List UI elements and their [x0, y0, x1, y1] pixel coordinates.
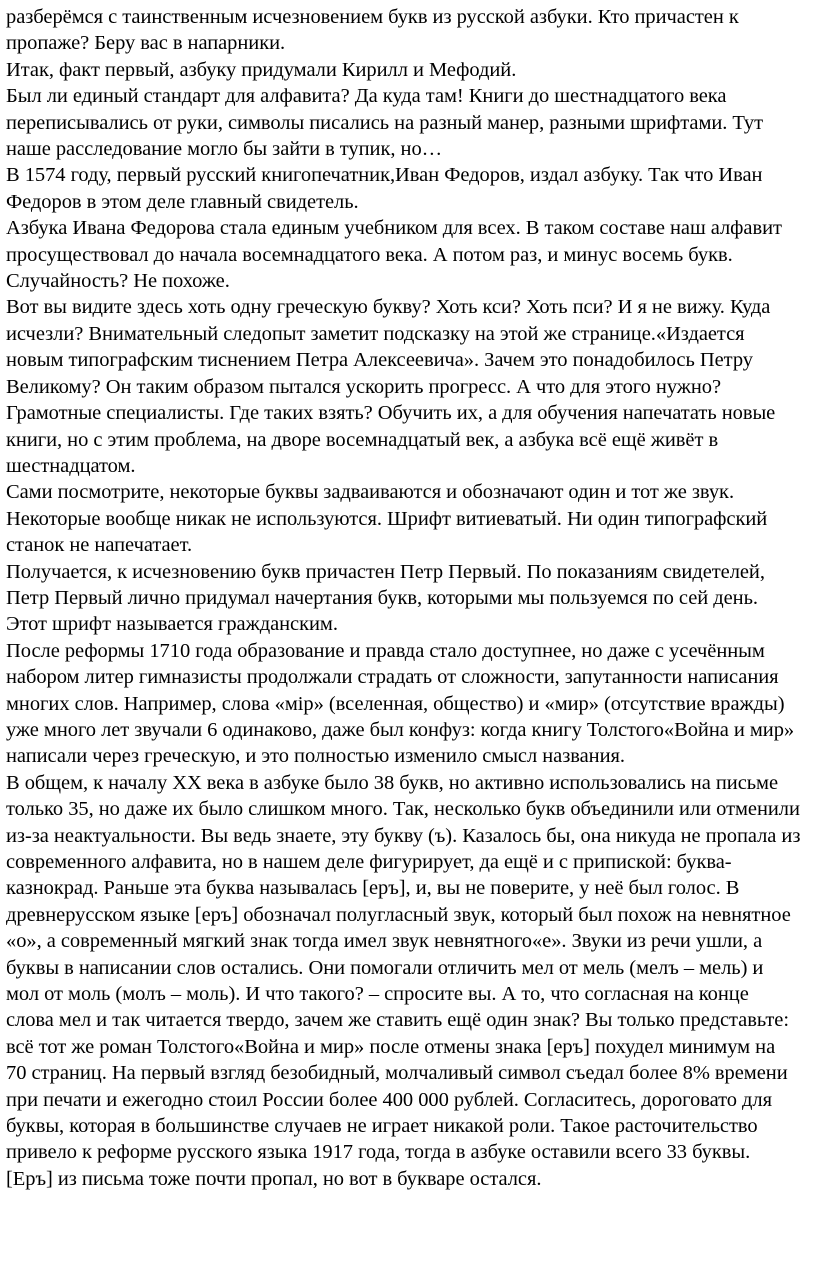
text-line: Петр Первый лично придумал начертания букв, которыми мы пользуемся по сей день. [6, 586, 758, 609]
text-line: Некоторые вообще никак не используются. Шрифт витиеватый. Ни один типографский [6, 507, 768, 530]
text-line: буквы, которая в большинстве случаев не играет никакой роли. Такое расточительство [6, 1115, 758, 1138]
text-line: наше расследование могло бы зайти в тупик, но… [6, 138, 443, 161]
text-line: переписывались от руки, символы писались на разный манер, разными шрифтами. Тут [6, 111, 763, 134]
text-line: из-за неактуальности. Вы ведь знаете, эту букву (ъ). Казалось бы, она никуда не пропала из [6, 824, 801, 847]
document-body [6, 4, 816, 1192]
text-line: просуществовал до начала восемнадцатого века. А потом раз, и минус восемь букв. [6, 243, 733, 266]
text-line: Великому? Он таким образом пытался ускорить прогресс. А что для этого нужно? [6, 375, 722, 398]
text-line: Получается, к исчезновению букв причастен Петр Первый. По показаниям свидетелей, [6, 560, 765, 583]
text-line: при печати и ежегодно стоил России более 400 000 рублей. Согласитесь, дороговато для [6, 1088, 772, 1111]
text-line: Был ли единый стандарт для алфавита? Да куда там! Книги до шестнадцатого века [6, 85, 727, 108]
paragraph [6, 294, 816, 479]
paragraph [6, 479, 816, 558]
text-line: Грамотные специалисты. Где таких взять? Обучить их, а для обучения напечатать новые [6, 402, 776, 425]
text-line: казнокрад. Раньше эта буква называлась [еръ], и, вы не поверите, у неё был голос. В [6, 877, 740, 900]
text-line: Азбука Ивана Федорова стала единым учебником для всех. В таком составе наш алфавит [6, 217, 782, 240]
text-line: Вот вы видите здесь хоть одну греческую букву? Хоть кси? Хоть пси? И я не вижу. Куда [6, 296, 771, 319]
text-line: Итак, факт первый, азбуку придумали Кирилл и Мефодий. [6, 58, 517, 81]
paragraph [6, 215, 816, 294]
text-line: всё тот же роман Толстого«Война и мир» после отмены знака [еръ] похудел минимум на [6, 1035, 776, 1058]
text-line: буквы в написании слов остались. Они помогали отличить мел от мель (мелъ – мель) и [6, 956, 764, 979]
text-line: новым типографским тиснением Петра Алексеевича». Зачем это понадобилось Петру [6, 349, 753, 372]
text-line: Этот шрифт называется гражданским. [6, 613, 338, 636]
paragraph [6, 4, 816, 57]
text-line: написали через греческую, и это полностью изменило смысл названия. [6, 745, 625, 768]
paragraph [6, 638, 816, 770]
text-line: многих слов. Например, слова «мiр» (вселенная, общество) и «мир» (отсутствие вражды) [6, 692, 785, 715]
paragraph [6, 57, 816, 83]
text-line: исчезли? Внимательный следопыт заметит подсказку на этой же странице.«Издается [6, 322, 745, 345]
text-line: слова мел и так читается твердо, зачем же ставить ещё один знак? Вы только представьте: [6, 1009, 789, 1032]
text-line: книги, но с этим проблема, на дворе восемнадцатый век, а азбука всё ещё живёт в [6, 428, 719, 451]
text-line: шестнадцатом. [6, 454, 136, 477]
text-line: мол от моль (молъ – моль). И что такого? – спросите вы. А то, что согласная на конце [6, 983, 749, 1006]
paragraph [6, 559, 816, 638]
text-line: разберёмся с таинственным исчезновением букв из русской азбуки. Кто причастен к [6, 6, 739, 28]
text-line: [Еръ] из письма тоже почти пропал, но вот в букваре остался. [6, 1167, 542, 1190]
text-line: только 35, но даже их было слишком много. Так, несколько букв объединили или отменили [6, 798, 800, 821]
text-line: Случайность? Не похоже. [6, 270, 230, 293]
text-line: «о», а современный мягкий знак тогда имел звук невнятного«е». Звуки из речи ушли, а [6, 930, 763, 953]
text-line: Сами посмотрите, некоторые буквы задваиваются и обозначают один и тот же звук. [6, 481, 735, 504]
text-line: древнерусском языке [еръ] обозначал полугласный звук, который был похож на невнятное [6, 903, 791, 926]
text-line: современного алфавита, но в нашем деле фигурирует, да ещё и с припиской: буква- [6, 851, 732, 873]
paragraph [6, 83, 816, 162]
text-line: Федоров в этом деле главный свидетель. [6, 190, 359, 213]
text-line: набором литер гимназисты продолжали страдать от сложности, запутанности написания [6, 666, 779, 689]
text-line: привело к реформе русского языка 1917 года, тогда в азбуке оставили всего 33 буквы. [6, 1141, 751, 1164]
text-line: В 1574 году, первый русский книгопечатник,Иван Федоров, издал азбуку. Так что Иван [6, 164, 763, 187]
text-line: 70 страниц. На первый взгляд безобидный, молчаливый символ съедал более 8% времени [6, 1062, 788, 1085]
text-line: уже много лет звучали 6 одинаково, даже был конфуз: когда книгу Толстого«Война и мир» [6, 718, 795, 741]
text-line: В общем, к началу XX века в азбуке было 38 букв, но активно использовались на письме [6, 771, 779, 794]
text-line: пропаже? Беру вас в напарники. [6, 32, 286, 55]
paragraph [6, 162, 816, 215]
text-line: После реформы 1710 года образование и правда стало доступнее, но даже с усечённым [6, 639, 765, 662]
paragraph [6, 770, 816, 1193]
text-line: станок не напечатает. [6, 534, 193, 557]
